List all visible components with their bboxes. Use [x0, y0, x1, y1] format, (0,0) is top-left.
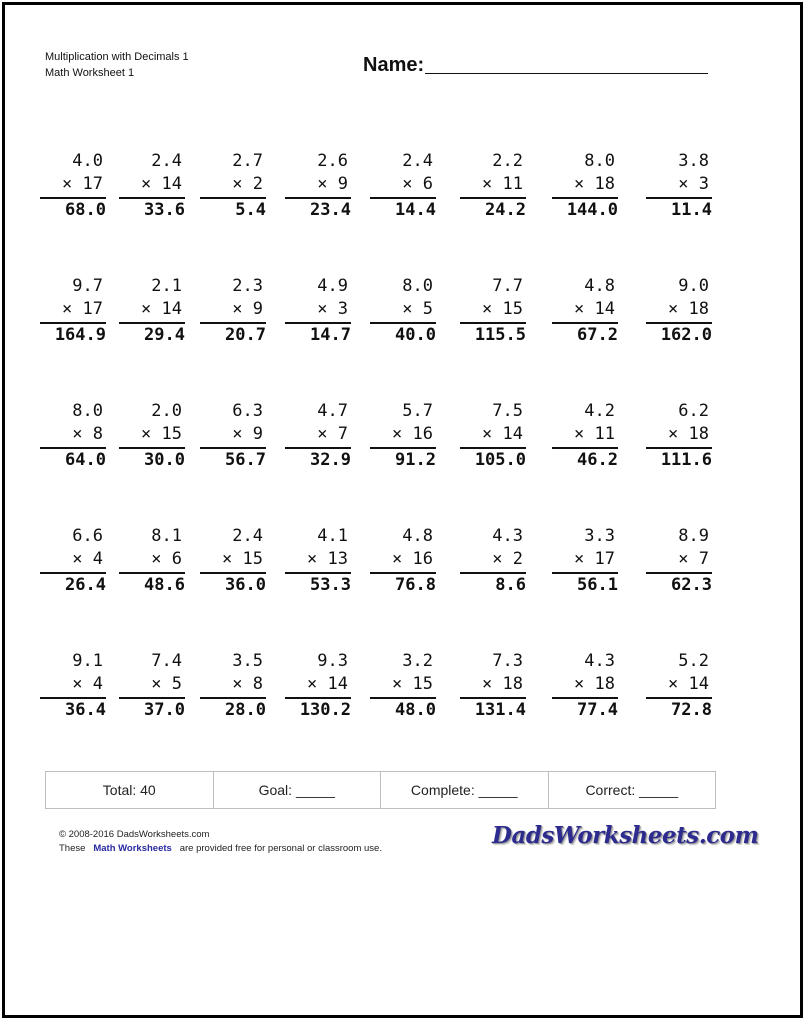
multiplicand: 2.0: [151, 401, 182, 421]
multiplicand: 3.2: [402, 651, 433, 671]
answer-rule: [552, 447, 618, 449]
answer: 23.4: [310, 200, 351, 220]
multiplicand: 2.3: [232, 276, 263, 296]
multiplicand: 8.0: [584, 151, 615, 171]
answer-rule: [40, 572, 106, 574]
multiplicand: 4.1: [317, 526, 348, 546]
multiplier: × 18: [574, 174, 615, 194]
problem-r1-c5: [370, 150, 436, 220]
answer-rule: [285, 197, 351, 199]
answer-rule: [40, 197, 106, 199]
multiplier: × 18: [668, 299, 709, 319]
multiplicand: 8.1: [151, 526, 182, 546]
problem-r1-c4: [285, 150, 351, 220]
multiplier: × 18: [668, 424, 709, 444]
multiplicand: 4.8: [584, 276, 615, 296]
problem-r4-c3: [200, 525, 266, 595]
multiplier: × 18: [574, 674, 615, 694]
answer: 8.6: [495, 575, 526, 595]
problem-r5-c6: [460, 650, 526, 720]
usage-suffix: are provided free for personal or classroom use.: [179, 843, 382, 854]
answer: 56.7: [225, 450, 266, 470]
multiplier: × 2: [232, 174, 263, 194]
multiplicand: 2.6: [317, 151, 348, 171]
worksheet-title: [45, 49, 189, 81]
answer: 76.8: [395, 575, 436, 595]
multiplicand: 2.4: [232, 526, 263, 546]
answer: 162.0: [660, 325, 712, 345]
multiplier: × 9: [232, 424, 263, 444]
multiplicand: 3.5: [232, 651, 263, 671]
answer: 67.2: [577, 325, 618, 345]
problem-r5-c5: [370, 650, 436, 720]
problem-r5-c2: [119, 650, 185, 720]
multiplier: × 14: [482, 424, 523, 444]
answer-rule: [370, 697, 436, 699]
multiplier: × 14: [574, 299, 615, 319]
answer: 115.5: [474, 325, 526, 345]
answer-rule: [200, 572, 266, 574]
answer-rule: [646, 197, 712, 199]
answer: 91.2: [395, 450, 436, 470]
multiplicand: 4.9: [317, 276, 348, 296]
answer: 14.7: [310, 325, 351, 345]
problem-r3-c7: [552, 400, 618, 470]
answer: 11.4: [671, 200, 712, 220]
problem-r2-c4: [285, 275, 351, 345]
multiplicand: 7.5: [492, 401, 523, 421]
multiplier: × 15: [141, 424, 182, 444]
answer-rule: [200, 697, 266, 699]
answer: 64.0: [65, 450, 106, 470]
multiplier: × 14: [141, 174, 182, 194]
worksheet-title-line2: Math Worksheet 1: [45, 67, 135, 79]
multiplicand: 2.4: [151, 151, 182, 171]
multiplier: × 5: [402, 299, 433, 319]
multiplier: × 8: [72, 424, 103, 444]
multiplier: × 17: [574, 549, 615, 569]
summary-correct: Correct: _____: [585, 782, 679, 798]
problem-r1-c8: [646, 150, 712, 220]
answer-rule: [646, 697, 712, 699]
multiplier: × 3: [678, 174, 709, 194]
problem-r3-c4: [285, 400, 351, 470]
problem-r5-c1: [40, 650, 106, 720]
summary-goal: Goal: _____: [214, 772, 382, 808]
answer-rule: [200, 322, 266, 324]
problem-r3-c5: [370, 400, 436, 470]
answer-rule: [552, 572, 618, 574]
multiplicand: 3.8: [678, 151, 709, 171]
multiplicand: 6.6: [72, 526, 103, 546]
worksheet-title-line1: Multiplication with Decimals 1: [45, 51, 189, 63]
multiplicand: 4.3: [492, 526, 523, 546]
problem-r2-c2: [119, 275, 185, 345]
answer-rule: [646, 572, 712, 574]
problem-r4-c1: [40, 525, 106, 595]
answer-rule: [370, 447, 436, 449]
problem-r3-c8: [646, 400, 712, 470]
answer-rule: [646, 447, 712, 449]
answer: 28.0: [225, 700, 266, 720]
problem-grid: [40, 150, 730, 720]
problem-r3-c1: [40, 400, 106, 470]
problem-r4-c6: [460, 525, 526, 595]
multiplicand: 9.7: [72, 276, 103, 296]
problem-r5-c3: [200, 650, 266, 720]
problem-r4-c7: [552, 525, 618, 595]
problem-r1-c2: [119, 150, 185, 220]
problem-r4-c2: [119, 525, 185, 595]
multiplier: × 9: [232, 299, 263, 319]
answer: 20.7: [225, 325, 266, 345]
answer-rule: [40, 322, 106, 324]
problem-r3-c6: [460, 400, 526, 470]
problem-r1-c6: [460, 150, 526, 220]
answer-rule: [119, 322, 185, 324]
problem-r5-c8: [646, 650, 712, 720]
answer: 5.4: [235, 200, 266, 220]
answer: 48.0: [395, 700, 436, 720]
multiplier: × 4: [72, 549, 103, 569]
math-worksheets-link[interactable]: Math Worksheets: [93, 843, 172, 854]
answer-rule: [119, 572, 185, 574]
answer-rule: [552, 697, 618, 699]
multiplier: × 9: [317, 174, 348, 194]
answer: 68.0: [65, 200, 106, 220]
answer: 36.4: [65, 700, 106, 720]
multiplier: × 16: [392, 549, 433, 569]
answer: 144.0: [566, 200, 618, 220]
problem-r2-c5: [370, 275, 436, 345]
multiplicand: 9.0: [678, 276, 709, 296]
answer: 36.0: [225, 575, 266, 595]
multiplicand: 7.3: [492, 651, 523, 671]
multiplicand: 4.3: [584, 651, 615, 671]
multiplier: × 18: [482, 674, 523, 694]
answer-rule: [552, 322, 618, 324]
answer: 130.2: [299, 700, 351, 720]
answer-rule: [370, 572, 436, 574]
dadsworksheets-logo: DadsWorksheets.com: [492, 822, 759, 849]
multiplicand: 7.7: [492, 276, 523, 296]
multiplicand: 2.1: [151, 276, 182, 296]
problem-r1-c3: [200, 150, 266, 220]
answer-rule: [460, 322, 526, 324]
answer-rule: [119, 447, 185, 449]
multiplicand: 8.0: [72, 401, 103, 421]
multiplicand: 8.0: [402, 276, 433, 296]
answer: 40.0: [395, 325, 436, 345]
multiplier: × 7: [317, 424, 348, 444]
answer: 105.0: [474, 450, 526, 470]
problem-r4-c5: [370, 525, 436, 595]
multiplier: × 15: [482, 299, 523, 319]
problem-r1-c7: [552, 150, 618, 220]
answer-rule: [200, 197, 266, 199]
problem-r4-c4: [285, 525, 351, 595]
copyright-text: © 2008-2016 DadsWorksheets.com: [59, 829, 210, 840]
multiplier: × 7: [678, 549, 709, 569]
answer-rule: [460, 197, 526, 199]
answer-rule: [370, 197, 436, 199]
multiplier: × 5: [151, 674, 182, 694]
name-field: [363, 54, 708, 77]
answer: 72.8: [671, 700, 712, 720]
problem-r1-c1: [40, 150, 106, 220]
answer-rule: [119, 697, 185, 699]
problem-r2-c1: [40, 275, 106, 345]
usage-prefix: These: [59, 843, 86, 854]
multiplicand: 4.2: [584, 401, 615, 421]
name-blank-line: [425, 73, 708, 74]
answer: 77.4: [577, 700, 618, 720]
answer: 62.3: [671, 575, 712, 595]
multiplicand: 2.4: [402, 151, 433, 171]
multiplier: × 17: [62, 299, 103, 319]
answer: 56.1: [577, 575, 618, 595]
multiplicand: 6.2: [678, 401, 709, 421]
name-label: Name:: [363, 54, 425, 76]
answer: 30.0: [144, 450, 185, 470]
answer: 164.9: [54, 325, 106, 345]
multiplicand: 4.8: [402, 526, 433, 546]
multiplicand: 4.7: [317, 401, 348, 421]
footer-text: [59, 828, 382, 856]
multiplier: × 4: [72, 674, 103, 694]
multiplicand: 7.4: [151, 651, 182, 671]
multiplier: × 6: [151, 549, 182, 569]
answer-rule: [460, 572, 526, 574]
answer: 14.4: [395, 200, 436, 220]
usage-line: [59, 842, 382, 856]
answer: 37.0: [144, 700, 185, 720]
multiplier: × 14: [668, 674, 709, 694]
answer-rule: [460, 447, 526, 449]
multiplier: × 17: [62, 174, 103, 194]
problem-r5-c4: [285, 650, 351, 720]
multiplier: × 11: [574, 424, 615, 444]
answer-rule: [285, 572, 351, 574]
answer: 131.4: [474, 700, 526, 720]
multiplicand: 5.7: [402, 401, 433, 421]
summary-table: [45, 771, 716, 809]
multiplicand: 8.9: [678, 526, 709, 546]
multiplier: × 3: [317, 299, 348, 319]
multiplier: × 13: [307, 549, 348, 569]
answer: 26.4: [65, 575, 106, 595]
answer-rule: [460, 697, 526, 699]
multiplier: × 8: [232, 674, 263, 694]
answer: 32.9: [310, 450, 351, 470]
answer-rule: [552, 197, 618, 199]
multiplier: × 14: [307, 674, 348, 694]
multiplicand: 6.3: [232, 401, 263, 421]
multiplier: × 6: [402, 174, 433, 194]
problem-r2-c7: [552, 275, 618, 345]
answer-rule: [40, 697, 106, 699]
problem-r4-c8: [646, 525, 712, 595]
summary-complete: Complete: _____: [381, 772, 549, 808]
answer-rule: [285, 697, 351, 699]
multiplier: × 15: [222, 549, 263, 569]
multiplicand: 9.1: [72, 651, 103, 671]
problem-r3-c3: [200, 400, 266, 470]
answer: 46.2: [577, 450, 618, 470]
answer-rule: [200, 447, 266, 449]
multiplier: × 11: [482, 174, 523, 194]
problem-r2-c6: [460, 275, 526, 345]
problem-r2-c3: [200, 275, 266, 345]
multiplier: × 15: [392, 674, 433, 694]
problem-r5-c7: [552, 650, 618, 720]
answer: 33.6: [144, 200, 185, 220]
multiplicand: 3.3: [584, 526, 615, 546]
multiplier: × 16: [392, 424, 433, 444]
summary-total: Total: 40: [46, 772, 214, 808]
multiplicand: 2.7: [232, 151, 263, 171]
problem-r3-c2: [119, 400, 185, 470]
answer: 29.4: [144, 325, 185, 345]
multiplier: × 2: [492, 549, 523, 569]
multiplicand: 2.2: [492, 151, 523, 171]
answer-rule: [370, 322, 436, 324]
answer-rule: [119, 197, 185, 199]
answer-rule: [40, 447, 106, 449]
multiplicand: 4.0: [72, 151, 103, 171]
answer: 48.6: [144, 575, 185, 595]
answer-rule: [285, 322, 351, 324]
answer: 24.2: [485, 200, 526, 220]
answer-rule: [285, 447, 351, 449]
multiplicand: 9.3: [317, 651, 348, 671]
multiplier: × 14: [141, 299, 182, 319]
multiplicand: 5.2: [678, 651, 709, 671]
answer-rule: [646, 322, 712, 324]
problem-r2-c8: [646, 275, 712, 345]
answer: 111.6: [660, 450, 712, 470]
answer: 53.3: [310, 575, 351, 595]
